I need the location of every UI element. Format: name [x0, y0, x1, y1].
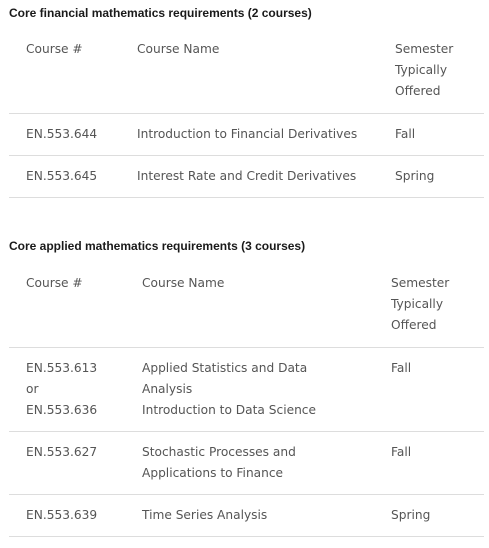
header-course-name: Course Name — [142, 276, 225, 290]
table-row — [9, 348, 484, 432]
section-title: Core financial mathematics requirements (2 courses) — [9, 6, 312, 20]
course-table — [9, 30, 484, 198]
course-name: Stochastic Processes and Applications to Finance — [142, 445, 296, 480]
course-number: EN.553.645 — [26, 169, 98, 183]
header-course-name: Course Name — [137, 42, 220, 56]
header-semester: Semester Typically Offered — [391, 276, 450, 332]
course-name: Interest Rate and Credit Derivatives — [137, 169, 357, 183]
table-row — [9, 432, 484, 495]
semester-offered: Spring — [391, 508, 431, 522]
semester-offered: Fall — [391, 361, 412, 375]
table-header-row — [9, 30, 484, 114]
table-row — [9, 156, 484, 198]
table-header-row — [9, 264, 484, 348]
course-number: EN.553.639 — [26, 508, 98, 522]
course-table — [9, 264, 484, 537]
section-title: Core applied mathematics requirements (3 courses) — [9, 239, 306, 253]
semester-offered: Spring — [395, 169, 435, 183]
semester-offered: Fall — [391, 445, 412, 459]
course-number: EN.553.613 or EN.553.636 — [26, 361, 98, 417]
semester-offered: Fall — [395, 127, 416, 141]
table-row — [9, 114, 484, 156]
header-course-number: Course # — [26, 276, 83, 290]
header-semester: Semester Typically Offered — [395, 42, 454, 98]
table-row — [9, 495, 484, 537]
course-name: Time Series Analysis — [142, 508, 268, 522]
course-number: EN.553.627 — [26, 445, 98, 459]
course-name: Introduction to Financial Derivatives — [137, 127, 358, 141]
course-name: Applied Statistics and Data Analysis Introduction to Data Science — [142, 361, 317, 417]
header-course-number: Course # — [26, 42, 83, 56]
course-number: EN.553.644 — [26, 127, 98, 141]
